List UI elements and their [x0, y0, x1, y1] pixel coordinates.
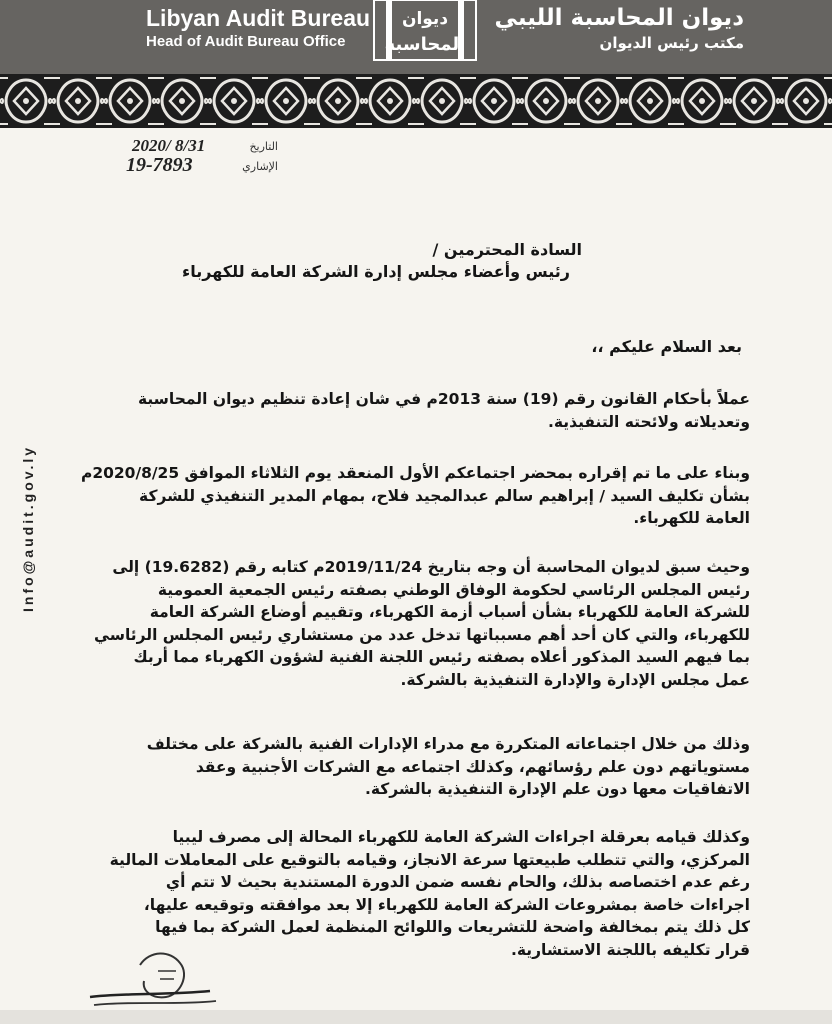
logo-word-bottom: المحاسبة [384, 34, 466, 55]
logo-word-top: ديوان [401, 9, 449, 29]
letterhead-arabic [495, 4, 744, 54]
paragraph-line: عملاً بأحكام القانون رقم (19) سنة 2013م في شان إعادة تنظيم ديوان المحاسبة [137, 390, 750, 408]
greeting: بعد السلام عليكم ،، [591, 337, 742, 356]
paragraph-line: كل ذلك يتم بمخالفة واضحة للتشريعات واللوائح المنظمة لعمل الشركة بما فيها [155, 918, 750, 936]
audit-bureau-logo [370, 0, 480, 62]
paragraph-line: رئيس المجلس الرئاسي لحكومة الوفاق الوطني بصفته رئيس الجمعية العمومية [157, 580, 750, 599]
org-name-en: Libyan Audit Bureau [146, 5, 371, 31]
paragraph-4 [70, 733, 750, 801]
paragraph-line: للكهرباء، والتي كان أحد أهم مسبباتها تدخل عدد من مستشاري رئيس المجلس الرئاسي [94, 625, 750, 644]
ornamental-border [0, 74, 832, 128]
paragraph-line: وتعديلاته ولائحته التنفيذية. [548, 412, 750, 431]
addressee: رئيس وأعضاء مجلس إدارة الشركة العامة للكهرباء [182, 262, 570, 281]
reference-value: 19-7893 [126, 154, 193, 176]
paragraph-line: اجراءات خاصة بمشروعات الشركة العامة للكهرباء إلا بعد موافقته وتوقيعه عليها، [143, 895, 750, 914]
paragraph-line: الاتفاقيات معها دون علم الإدارة التنفيذية بالشركة. [364, 780, 750, 798]
signature-stamp [80, 935, 220, 1015]
org-name-ar: ديوان المحاسبة الليبي [494, 5, 744, 31]
paragraph-line: بما فيهم السيد المذكور أعلاه بصفته رئيس اللجنة الفنية لشؤون الكهرباء مما أربك [133, 648, 750, 666]
paragraph-line: وكذلك قيامه بعرقلة اجراءات الشركة العامة للكهرباء المحالة إلى مصرف ليبيا [172, 828, 750, 846]
bottom-edge [0, 1010, 832, 1024]
paragraph-2 [70, 462, 750, 530]
paragraph-line: وذلك من خلال اجتماعاته المتكررة مع مدراء الإدارات الفنية بالشركة على مختلف [146, 735, 750, 753]
salutation: السادة المحترمين / [432, 240, 582, 259]
reference-block [118, 136, 278, 180]
office-name-ar: مكتب رئيس الديوان [599, 34, 744, 52]
paragraph-line: رغم عدم اختصاصه بذلك، والحام نفسه ضمن الدورة المستندية بحيث لا تتم أي [165, 873, 750, 891]
letterhead-english [146, 4, 370, 51]
letterhead [0, 0, 832, 74]
paragraph-line: للشركة العامة للكهرباء بشأن أسباب أزمة الكهرباء، وتقييم أوضاع الشركة العامة [149, 603, 750, 621]
date-label: التاريخ [249, 140, 278, 153]
paragraph-line: وبناء على ما تم إقراره بمحضر اجتماعكم الأول المنعقد يوم الثلاثاء الموافق 2020/8/25م [80, 464, 750, 482]
paragraph-line: وحيث سبق لديوان المحاسبة أن وجه بتاريخ 2019/11/24م كتابه رقم (19.6282) إلى [112, 558, 750, 576]
paragraph-3 [70, 556, 750, 691]
paragraph-1 [70, 388, 750, 433]
reference-label: الإشاري [242, 160, 278, 173]
paragraph-line: العامة للكهرباء. [633, 509, 750, 527]
paragraph-line: بشأن تكليف السيد / إبراهيم سالم عبدالمجيد فلاح، بمهام المدير التنفيذي للشركة [139, 486, 750, 505]
paragraph-line: مستوياتهم دون علم رؤسائهم، وكذلك اجتماعه مع الشركات الأجنبية وعقد [195, 757, 750, 776]
side-email: Info@audit.gov.ly [20, 444, 36, 612]
date-value: 2020/ 8/31 [132, 136, 206, 155]
paragraph-line: المركزي، والتي تتطلب طبيعتها سرعة الانجاز، وقيامه بالتوقيع على المعاملات المالية [109, 850, 750, 869]
office-name-en: Head of Audit Bureau Office [146, 33, 346, 50]
paragraph-line: عمل مجلس الإدارة والإدارة التنفيذية بالشركة. [400, 670, 750, 689]
paragraph-line: قرار تكليفه باللجنة الاستشارية. [511, 940, 750, 959]
